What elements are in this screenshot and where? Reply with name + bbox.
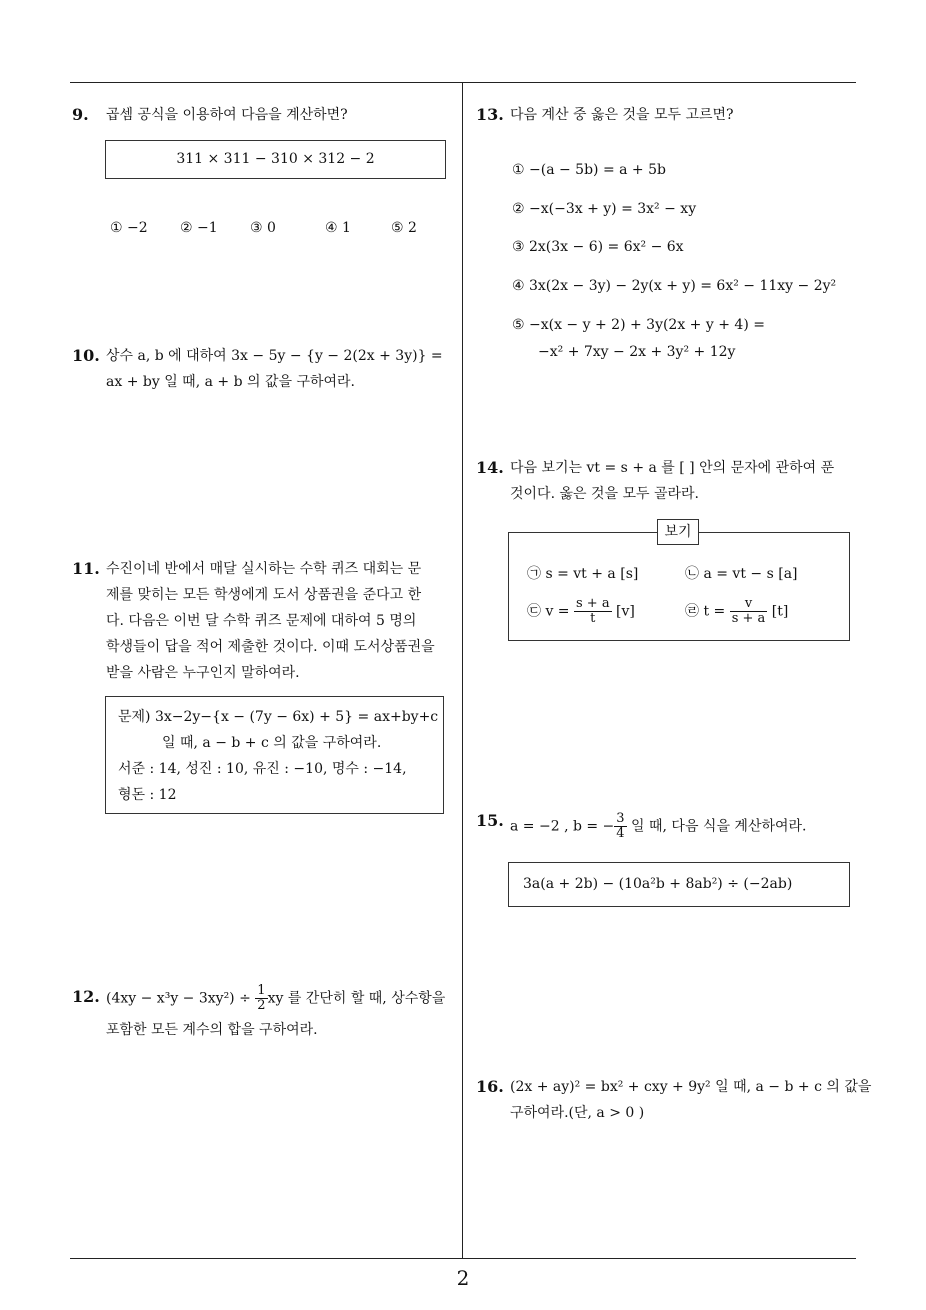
condition-pre: a = −2 , b = −	[510, 818, 615, 835]
question-line: (2x + ay)² = bx² + cxy + 9y² 일 때, a − b + c 의 값을	[510, 1079, 872, 1095]
bogi-item-2: ㉡ a = vt − s [a]	[685, 566, 798, 582]
question-line: ax + by 일 때, a + b 의 값을 구하여라.	[106, 374, 356, 390]
bottom-rule	[70, 1258, 856, 1259]
bogi-item-3-pre: ㉢ v =	[527, 603, 570, 620]
option-1[interactable]: ① −(a − 5b) = a + 5b	[512, 162, 666, 178]
question-number: 9.	[72, 105, 89, 124]
condition-post: 일 때, 다음 식을 계산하여라.	[631, 818, 807, 835]
choice-2[interactable]: ② −1	[180, 220, 218, 236]
expression-post: xy 를 간단히 할 때, 상수항을	[267, 990, 446, 1007]
student-answers: 서준 : 14, 성진 : 10, 유진 : −10, 명수 : −14,	[118, 761, 407, 777]
bogi-item-4-pre: ㉣ t =	[685, 603, 726, 620]
question-line: 것이다. 옳은 것을 모두 골라라.	[510, 486, 699, 502]
question-9	[72, 102, 452, 128]
bogi-item-1: ㉠ s = vt + a [s]	[527, 566, 639, 582]
bogi-box	[508, 532, 850, 641]
question-text: 곱셈 공식을 이용하여 다음을 계산하면?	[106, 107, 348, 123]
bogi-item-3-post: [v]	[616, 603, 635, 620]
question-line: 포함한 모든 계수의 합을 구하여라.	[106, 1022, 318, 1038]
question-line: 다. 다음은 이번 달 수학 퀴즈 문제에 대하여 5 명의	[106, 613, 417, 629]
fraction	[614, 812, 626, 841]
question-13	[476, 102, 856, 128]
question-number: 11.	[72, 559, 100, 578]
question-line: 다음 보기는 vt = s + a 를 [ ] 안의 문자에 관하여 푼	[510, 460, 835, 476]
question-14	[476, 455, 861, 507]
fraction	[255, 984, 267, 1013]
expression: 3a(a + 2b) − (10a²b + 8ab²) ÷ (−2ab)	[523, 876, 793, 892]
option-2[interactable]: ② −x(−3x + y) = 3x² − xy	[512, 201, 697, 217]
choice-3[interactable]: ③ 0	[250, 220, 276, 236]
bogi-item-4-post: [t]	[771, 603, 789, 620]
question-line	[510, 808, 861, 841]
question-11	[72, 556, 462, 686]
question-number: 13.	[476, 105, 504, 124]
option-4[interactable]: ④ 3x(2x − 3y) − 2y(x + y) = 6x² − 11xy − 2y²	[512, 278, 837, 294]
fraction-numerator: 1	[257, 983, 266, 998]
fraction	[574, 597, 612, 626]
fraction-numerator: 3	[616, 811, 625, 826]
column-divider	[462, 82, 463, 1258]
fraction-numerator: v	[730, 597, 768, 612]
quiz-box	[105, 696, 444, 814]
fraction-denominator: t	[590, 611, 596, 626]
bogi-item-4	[685, 597, 788, 626]
expression: 311 × 311 − 310 × 312 − 2	[176, 151, 375, 167]
choice-5[interactable]: ⑤ 2	[391, 220, 417, 236]
quiz-problem-cont: 일 때, a − b + c 의 값을 구하여라.	[162, 735, 382, 751]
question-line: 수진이네 반에서 매달 실시하는 수학 퀴즈 대회는 문	[106, 561, 422, 577]
fraction-numerator: s + a	[576, 596, 610, 611]
question-line: 제를 맞히는 모든 학생에게 도서 상품권을 준다고 한	[106, 587, 422, 603]
expression-box	[508, 862, 850, 907]
choice-1[interactable]: ① −2	[110, 220, 148, 236]
option-3[interactable]: ③ 2x(3x − 6) = 6x² − 6x	[512, 239, 684, 255]
question-line: 받을 사람은 누구인지 말하여라.	[106, 665, 300, 681]
fraction	[730, 597, 768, 626]
option-5-cont: −x² + 7xy − 2x + 3y² + 12y	[538, 344, 736, 360]
question-text: 다음 계산 중 옳은 것을 모두 고르면?	[510, 107, 734, 123]
fraction-denominator: s + a	[731, 611, 766, 626]
question-line: 상수 a, b 에 대하여 3x − 5y − {y − 2(2x + 3y)} =	[106, 348, 443, 364]
student-answers-cont: 형돈 : 12	[118, 787, 177, 803]
page-number: 2	[456, 1266, 470, 1290]
question-number: 10.	[72, 346, 100, 365]
fraction-denominator: 4	[616, 826, 625, 841]
quiz-problem: 문제) 3x−2y−{x − (7y − 6x) + 5} = ax+by+c	[118, 709, 439, 725]
question-line: 학생들이 답을 적어 제출한 것이다. 이때 도서상품권을	[106, 639, 435, 655]
top-rule	[70, 82, 856, 83]
question-number: 14.	[476, 458, 504, 477]
question-number: 12.	[72, 987, 100, 1006]
question-12	[72, 984, 462, 1043]
expression-box	[105, 140, 446, 179]
choice-4[interactable]: ④ 1	[325, 220, 351, 236]
answer-choices	[110, 220, 417, 236]
question-line: 구하여라.(단, a > 0 )	[510, 1105, 645, 1121]
option-5[interactable]: ⑤ −x(x − y + 2) + 3y(2x + y + 4) =	[512, 317, 765, 333]
bogi-item-3	[527, 597, 635, 626]
question-10	[72, 343, 457, 395]
question-line	[106, 984, 462, 1013]
fraction-denominator: 2	[257, 998, 266, 1013]
bogi-label: 보기	[657, 519, 699, 545]
question-number: 15.	[476, 811, 504, 830]
question-16	[476, 1074, 872, 1126]
expression-pre: (4xy − x³y − 3xy²) ÷	[106, 990, 251, 1007]
question-number: 16.	[476, 1077, 504, 1096]
question-15	[476, 808, 861, 841]
